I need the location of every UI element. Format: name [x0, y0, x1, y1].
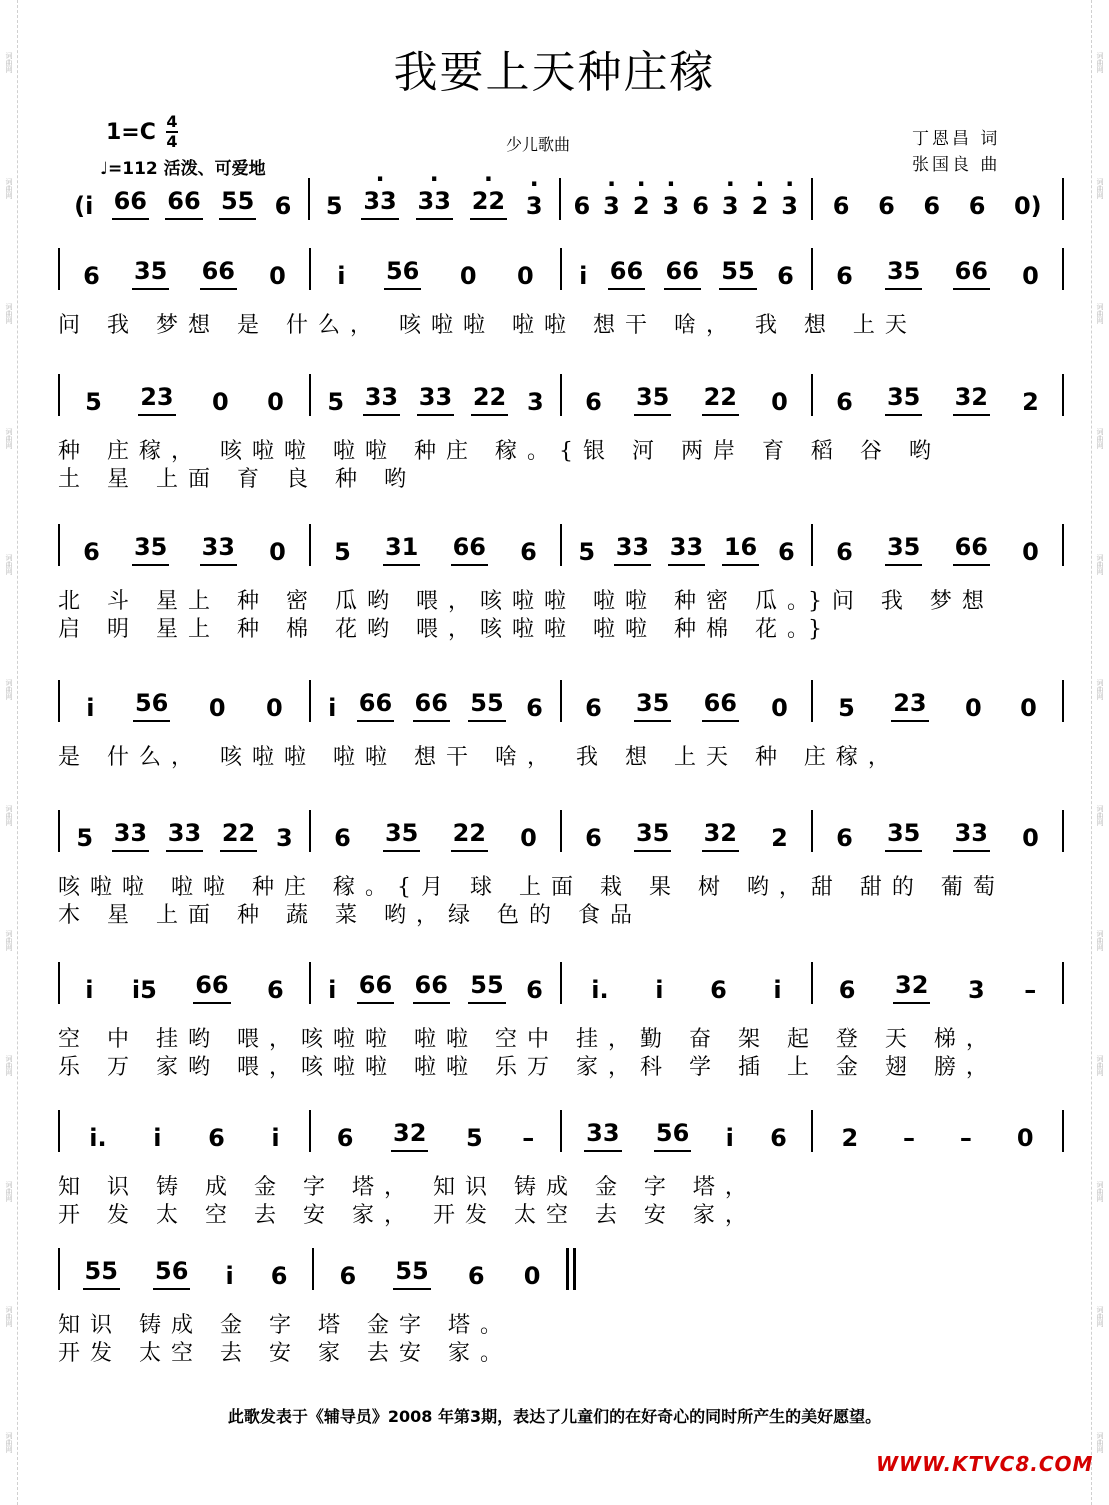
note: 32: [893, 971, 930, 1004]
measure: [813, 246, 1062, 290]
note: 55: [219, 187, 256, 220]
measure: [311, 372, 560, 416]
note: 6: [710, 976, 727, 1004]
note: 5: [334, 538, 351, 566]
lyric-line: 北 斗 星上 种 密 瓜哟 喂，咳啦啦 啦啦 种密 瓜。}问 我 梦想: [58, 589, 994, 614]
note: 33: [200, 533, 237, 566]
measure: [314, 1246, 566, 1290]
note: 35: [885, 533, 922, 566]
note: 55: [468, 971, 505, 1004]
measure: [60, 808, 309, 852]
lyric-line: 土 星 上面 育 良 种 哟: [58, 467, 416, 492]
note: 56: [153, 1257, 190, 1290]
lyric-line: 是 什么， 咳啦啦 啦啦 想干 啥， 我 想 上天 种 庄稼，: [58, 745, 900, 770]
lyricist: 丁恩昌 词: [912, 129, 1001, 149]
note: 66: [953, 533, 990, 566]
note: 35: [132, 533, 169, 566]
note: 6: [267, 976, 284, 1004]
note: 0: [517, 262, 534, 290]
note: 33: [584, 1119, 621, 1152]
note: 2: [841, 1124, 859, 1152]
note: 6: [878, 192, 895, 220]
lyric-line: 问 我 梦想 是 什么， 咳啦啦 啦啦 想干 啥， 我 想 上天: [58, 313, 917, 338]
note: 35: [634, 689, 671, 722]
note: 5: [838, 694, 855, 722]
measure: [562, 808, 811, 852]
note: 2: [771, 824, 788, 852]
lyric-line: 乐 万 家哟 喂，咳啦啦 啦啦 乐万 家，科 学 插 上 金 翅 膀，: [58, 1055, 998, 1080]
note: 56: [384, 257, 421, 290]
note: 0: [965, 694, 982, 722]
note: 0: [212, 388, 229, 416]
score-system: [58, 238, 1064, 358]
lyric-line: 知识 铸成 金 字 塔 金字 塔。: [58, 1313, 512, 1338]
note: 6: [83, 262, 100, 290]
lyric-line: 种 庄稼， 咳啦啦 啦啦 种庄 稼。{银 河 两岸 育 稻 谷 哟: [58, 439, 941, 464]
note: 2: [1022, 388, 1039, 416]
barline: [1062, 524, 1064, 566]
measure: [60, 678, 309, 722]
note: 6: [836, 262, 853, 290]
note: · 3: [779, 192, 800, 220]
note: 66: [413, 971, 450, 1004]
note: 22: [702, 383, 739, 416]
measure: [813, 678, 1062, 722]
note: 0: [267, 388, 284, 416]
notation-row: [58, 176, 1064, 220]
note: 6: [836, 538, 853, 566]
note: 0: [523, 1262, 541, 1290]
note: 6: [274, 192, 292, 220]
note: i.: [591, 976, 609, 1004]
song-title: 我要上天种庄稼: [393, 47, 716, 98]
note: i: [337, 262, 346, 290]
note: i: [86, 694, 95, 722]
measure: [813, 176, 1063, 220]
barline: [1062, 178, 1064, 220]
measure: [60, 522, 309, 566]
note: 6: [526, 694, 543, 722]
note: (i: [74, 192, 94, 220]
final-barline: [566, 1248, 569, 1290]
measure: [813, 372, 1062, 416]
measure: [561, 176, 811, 220]
key-signature: [106, 114, 178, 150]
measure: [813, 960, 1062, 1004]
note: 0): [1013, 192, 1042, 220]
tempo-marking: ♩=112 活泼、可爱地: [100, 159, 266, 179]
notation-row: [58, 678, 1064, 722]
note: 35: [634, 383, 671, 416]
lyric-line: 启 明 星上 种 棉 花哟 喂，咳啦啦 啦啦 种棉 花。}: [58, 617, 832, 642]
notation-row: [58, 246, 1064, 290]
score-system: [58, 514, 1064, 642]
note: i: [85, 976, 94, 1004]
note: 66: [193, 971, 230, 1004]
measure: [562, 246, 811, 290]
notation-row: [58, 1246, 578, 1290]
barline: [1062, 680, 1064, 722]
note: · 3: [524, 192, 545, 220]
note: 55: [719, 257, 756, 290]
measure: [813, 522, 1062, 566]
note: · 22: [470, 187, 507, 220]
note: · 2: [631, 192, 652, 220]
note: · 2: [750, 192, 771, 220]
measure: [562, 372, 811, 416]
site-watermark-logo: WWW.KTVC8.COM: [876, 1452, 1094, 1476]
score-system: [58, 952, 1064, 1080]
right-watermark-strip: 词曲网 词曲网 词曲网 词曲网 词曲网 词曲网 词曲网 词曲网 词曲网 词曲网 词曲网 词曲网: [1091, 0, 1109, 1505]
measure: [562, 1108, 811, 1152]
notation-row: [58, 522, 1064, 566]
note: 6: [836, 388, 853, 416]
note: –: [903, 1124, 916, 1152]
notation-row: [58, 808, 1064, 852]
note: 0: [771, 388, 788, 416]
note: 6: [585, 694, 602, 722]
note: 5: [578, 538, 596, 566]
note: 33: [614, 533, 651, 566]
note: 66: [357, 689, 394, 722]
note: 6: [270, 1262, 288, 1290]
note: 5: [85, 388, 102, 416]
measure: [311, 522, 560, 566]
note: 35: [634, 819, 671, 852]
note: i: [271, 1124, 280, 1152]
composer: 张国良 曲: [912, 155, 1001, 175]
notation-row: [58, 1108, 1064, 1152]
note: 0: [269, 262, 286, 290]
note: 66: [702, 689, 739, 722]
note: 33: [166, 819, 203, 852]
note: 66: [200, 257, 237, 290]
note: 32: [953, 383, 990, 416]
note: 22: [451, 819, 488, 852]
note: 6: [585, 388, 602, 416]
note: 6: [585, 824, 602, 852]
note: 33: [112, 819, 149, 852]
note: 0: [1022, 824, 1039, 852]
genre-label: 少儿歌曲: [506, 135, 571, 154]
measure: [60, 372, 309, 416]
measure: [813, 808, 1062, 852]
note: 5: [327, 388, 345, 416]
note: 33: [953, 819, 990, 852]
note: 6: [968, 192, 986, 220]
lyric-line: 咳啦啦 啦啦 种庄 稼。{月 球 上面 栽 果 树 哟，甜 甜的 葡萄: [58, 875, 1005, 900]
note: 6: [832, 192, 850, 220]
note: 66: [953, 257, 990, 290]
note: 55: [83, 1257, 120, 1290]
note: i: [773, 976, 782, 1004]
note: 6: [336, 1124, 354, 1152]
barline: [1062, 1110, 1064, 1152]
barline: [1062, 810, 1064, 852]
time-signature: [166, 114, 178, 150]
note: i.: [89, 1124, 107, 1152]
note: 35: [885, 257, 922, 290]
notation-row: [58, 372, 1064, 416]
footnote: 此歌发表于《辅导员》2008 年第3期，表达了儿童们的在好奇心的同时所产生的美好愿望。: [227, 1407, 882, 1426]
note: 0: [1022, 262, 1039, 290]
note: 3: [967, 976, 985, 1004]
note: 6: [838, 976, 856, 1004]
measure: [311, 808, 560, 852]
note: 56: [133, 689, 170, 722]
note: 16: [722, 533, 759, 566]
note: 66: [112, 187, 149, 220]
note: 22: [220, 819, 257, 852]
note: 5: [76, 824, 94, 852]
note: 35: [132, 257, 169, 290]
note: 35: [885, 819, 922, 852]
note: 66: [608, 257, 645, 290]
note: –: [1024, 976, 1037, 1004]
lyric-line: 知 识 铸 成 金 字 塔， 知识 铸成 金 字 塔，: [58, 1175, 757, 1200]
note: 0: [266, 694, 283, 722]
note: i: [328, 976, 337, 1004]
note: 66: [413, 689, 450, 722]
note: i5: [131, 976, 157, 1004]
note: · 3: [720, 192, 741, 220]
note: 33: [363, 383, 400, 416]
note: 6: [208, 1124, 225, 1152]
measure: [60, 1246, 312, 1290]
note: 66: [451, 533, 488, 566]
measure: [562, 522, 811, 566]
measure: [813, 1108, 1062, 1152]
note: 35: [885, 383, 922, 416]
note: i: [225, 1262, 234, 1290]
note: 33: [417, 383, 454, 416]
note: · 3: [601, 192, 622, 220]
note: 6: [526, 976, 543, 1004]
lyric-line: 空 中 挂哟 喂，咳啦啦 啦啦 空中 挂，勤 奋 架 起 登 天 梯，: [58, 1027, 998, 1052]
note: 66: [165, 187, 202, 220]
note: 66: [664, 257, 701, 290]
note: i: [579, 262, 588, 290]
note: 55: [393, 1257, 430, 1290]
measure: [60, 246, 309, 290]
note: 0: [269, 538, 286, 566]
measure: [310, 176, 560, 220]
note: 6: [573, 192, 591, 220]
note: 0: [459, 262, 477, 290]
score-system: [58, 800, 1064, 928]
left-watermark-strip: 词曲网 词曲网 词曲网 词曲网 词曲网 词曲网 词曲网 词曲网 词曲网 词曲网 词曲网 词曲网: [0, 0, 18, 1505]
note: 23: [891, 689, 928, 722]
note: 32: [391, 1119, 428, 1152]
note: 5: [465, 1124, 483, 1152]
note: 56: [654, 1119, 691, 1152]
barline: [1062, 962, 1064, 1004]
note: 6: [339, 1262, 357, 1290]
score-system: [58, 1100, 1064, 1228]
note: 6: [83, 538, 100, 566]
note: 66: [357, 971, 394, 1004]
note: 22: [471, 383, 508, 416]
note: 6: [836, 824, 853, 852]
score-system: [58, 1238, 578, 1366]
notation-row: [58, 960, 1064, 1004]
meter-bottom: 4: [166, 132, 178, 151]
note: i: [655, 976, 664, 1004]
note: 23: [138, 383, 175, 416]
note: 6: [520, 538, 537, 566]
note: –: [522, 1124, 535, 1152]
note: 0: [771, 694, 788, 722]
measure: [311, 1108, 560, 1152]
measure: [60, 1108, 309, 1152]
lyric-line: 木 星 上面 种 蔬 菜 哟，绿 色的 食品: [58, 903, 642, 928]
note: 6: [692, 192, 709, 220]
lyric-line: 开发 太空 去 安 家 去安 家。: [58, 1341, 512, 1366]
measure: [311, 246, 560, 290]
score-system: [58, 364, 1064, 492]
note: 0: [520, 824, 537, 852]
note: 33: [668, 533, 705, 566]
measure: [311, 678, 560, 722]
note: 6: [467, 1262, 485, 1290]
note: 6: [777, 262, 794, 290]
note: 6: [777, 538, 795, 566]
measure: [562, 960, 811, 1004]
lyric-line: 开 发 太 空 去 安 家， 开发 太空 去 安 家，: [58, 1203, 757, 1228]
note: 6: [770, 1124, 787, 1152]
note: 6: [923, 192, 941, 220]
note: 0: [1022, 538, 1039, 566]
note: –: [959, 1124, 972, 1152]
note: 3: [526, 388, 544, 416]
note: 55: [468, 689, 505, 722]
note: 0: [1020, 694, 1037, 722]
note: 5: [325, 192, 343, 220]
note: 0: [208, 694, 226, 722]
barline: [1062, 248, 1064, 290]
measure: [562, 678, 811, 722]
note: 3: [275, 824, 293, 852]
note: · 33: [416, 187, 453, 220]
note: · 3: [661, 192, 682, 220]
note: 32: [702, 819, 739, 852]
note: 6: [334, 824, 351, 852]
note: i: [153, 1124, 162, 1152]
measure: [58, 176, 308, 220]
note: 0: [1016, 1124, 1034, 1152]
note: 35: [383, 819, 420, 852]
score-system: [58, 670, 1064, 790]
meter-top: 4: [166, 112, 178, 131]
measure: [60, 960, 309, 1004]
note: · 33: [361, 187, 398, 220]
note: i: [725, 1124, 734, 1152]
measure: [311, 960, 560, 1004]
key-label: 1=C: [106, 119, 156, 145]
note: 31: [383, 533, 420, 566]
barline: [1062, 374, 1064, 416]
note: i: [328, 694, 337, 722]
